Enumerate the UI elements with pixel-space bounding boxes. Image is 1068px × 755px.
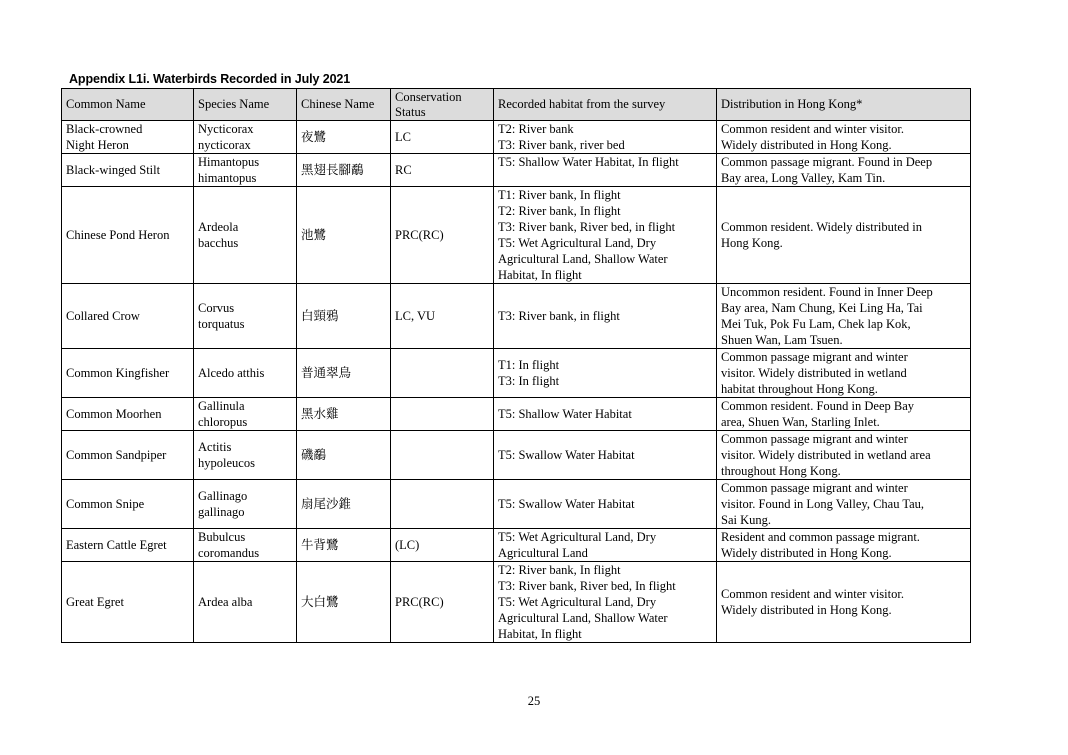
cell-line: Common resident and winter visitor. — [721, 587, 904, 601]
cell-line: nycticorax — [198, 138, 251, 152]
cell-line: area, Shuen Wan, Starling Inlet. — [721, 415, 880, 429]
species-name-cell — [194, 562, 297, 643]
common-name-cell — [62, 480, 194, 529]
cell-line: Common passage migrant and winter — [721, 481, 908, 495]
common-name-cell — [62, 431, 194, 480]
common-name-cell — [62, 529, 194, 562]
cell-line: coromandus — [198, 546, 260, 560]
table-row — [62, 398, 971, 431]
cell-line: Collared Crow — [66, 309, 140, 323]
distribution-cell — [717, 284, 971, 349]
cell-line: Chinese Pond Heron — [66, 228, 170, 242]
recorded-habitat-cell — [494, 187, 717, 284]
cell-line: hypoleucos — [198, 456, 255, 470]
cell-line: Common passage migrant. Found in Deep — [721, 155, 933, 169]
table-row — [62, 154, 971, 187]
cell-line: Actitis — [198, 440, 232, 454]
cell-line: Mei Tuk, Pok Fu Lam, Chek lap Kok, — [721, 317, 911, 331]
distribution-cell — [717, 398, 971, 431]
species-name-cell — [194, 349, 297, 398]
chinese-name-cell: 池鷺 — [297, 187, 391, 284]
cell-line: Agricultural Land, Shallow Water — [498, 611, 668, 625]
conservation-status-cell: PRC(RC) — [391, 187, 494, 284]
cell-line: Himantopus — [198, 155, 260, 169]
conservation-status-cell: LC, VU — [391, 284, 494, 349]
conservation-status-cell: LC — [391, 121, 494, 154]
recorded-habitat-cell — [494, 121, 717, 154]
distribution-cell — [717, 154, 971, 187]
distribution-cell — [717, 431, 971, 480]
cell-line: Common Kingfisher — [66, 366, 170, 380]
table-row — [62, 529, 971, 562]
cell-line: Night Heron — [66, 138, 129, 152]
table-row — [62, 562, 971, 643]
cell-line: visitor. Found in Long Valley, Chau Tau, — [721, 497, 925, 511]
table-row — [62, 349, 971, 398]
common-name-cell — [62, 284, 194, 349]
common-name-cell — [62, 398, 194, 431]
species-name-cell — [194, 480, 297, 529]
cell-line: T2: River bank, In flight — [498, 204, 621, 218]
cell-line: gallinago — [198, 505, 245, 519]
header-distribution: Distribution in Hong Kong* — [717, 89, 971, 121]
recorded-habitat-cell — [494, 398, 717, 431]
cell-line: T3: River bank, River bed, in flight — [498, 220, 676, 234]
cell-line: Bubulcus — [198, 530, 246, 544]
conservation-status-cell — [391, 431, 494, 480]
distribution-cell — [717, 529, 971, 562]
page-number: 25 — [527, 694, 541, 708]
cell-line: Common passage migrant and winter — [721, 350, 908, 364]
cell-line: T5: Swallow Water Habitat — [498, 448, 635, 462]
table-row — [62, 431, 971, 480]
cell-line: torquatus — [198, 317, 245, 331]
cell-line: Common Snipe — [66, 497, 145, 511]
cell-line: throughout Hong Kong. — [721, 464, 841, 478]
species-name-cell — [194, 431, 297, 480]
chinese-name-cell: 扇尾沙錐 — [297, 480, 391, 529]
species-name-cell — [194, 398, 297, 431]
cell-line: Gallinula — [198, 399, 245, 413]
species-name-cell — [194, 284, 297, 349]
cell-line: Bay area, Long Valley, Kam Tin. — [721, 171, 886, 185]
cell-line: T5: Wet Agricultural Land, Dry — [498, 530, 657, 544]
cell-line: Widely distributed in Hong Kong. — [721, 603, 892, 617]
cell-line — [498, 170, 712, 186]
cell-line: Ardea alba — [198, 595, 253, 609]
cell-line: T3: River bank, in flight — [498, 309, 620, 323]
conservation-status-cell: PRC(RC) — [391, 562, 494, 643]
cell-line: Habitat, In flight — [498, 268, 582, 282]
cell-line: Resident and common passage migrant. — [721, 530, 920, 544]
cell-line: Hong Kong. — [721, 236, 783, 250]
recorded-habitat-cell — [494, 562, 717, 643]
distribution-cell — [717, 480, 971, 529]
chinese-name-cell: 夜鷺 — [297, 121, 391, 154]
cell-line: Sai Kung. — [721, 513, 771, 527]
appendix-title: Appendix L1i. Waterbirds Recorded in July 2021 — [69, 72, 351, 86]
recorded-habitat-cell — [494, 431, 717, 480]
common-name-cell — [62, 187, 194, 284]
cell-line: T5: Shallow Water Habitat, In flight — [498, 155, 679, 169]
recorded-habitat-cell — [494, 349, 717, 398]
cell-line: Habitat, In flight — [498, 627, 582, 641]
cell-line: T3: River bank, River bed, In flight — [498, 579, 676, 593]
cell-line: Uncommon resident. Found in Inner Deep — [721, 285, 933, 299]
cell-line: Widely distributed in Hong Kong. — [721, 138, 892, 152]
conservation-status-cell — [391, 398, 494, 431]
cell-line: T5: Wet Agricultural Land, Dry — [498, 595, 657, 609]
cell-line: T5: Shallow Water Habitat — [498, 407, 632, 421]
cell-line: Ardeola — [198, 220, 239, 234]
recorded-habitat-cell — [494, 154, 717, 187]
table-row — [62, 121, 971, 154]
cell-line: T2: River bank — [498, 122, 574, 136]
cell-line: Widely distributed in Hong Kong. — [721, 546, 892, 560]
cell-line: T1: In flight — [498, 358, 560, 372]
common-name-cell — [62, 562, 194, 643]
header-recorded-habitat: Recorded habitat from the survey — [494, 89, 717, 121]
recorded-habitat-cell — [494, 284, 717, 349]
cell-line: visitor. Widely distributed in wetland — [721, 366, 907, 380]
cell-line: Gallinago — [198, 489, 248, 503]
species-name-cell — [194, 121, 297, 154]
cell-line: T1: River bank, In flight — [498, 188, 621, 202]
cell-line: bacchus — [198, 236, 239, 250]
table-body — [62, 121, 971, 643]
cell-line: himantopus — [198, 171, 257, 185]
cell-line: Shuen Wan, Lam Tsuen. — [721, 333, 843, 347]
cell-line: Common resident and winter visitor. — [721, 122, 904, 136]
cell-line: Eastern Cattle Egret — [66, 538, 167, 552]
cell-line: Great Egret — [66, 595, 124, 609]
cell-line: Common resident. Widely distributed in — [721, 220, 922, 234]
table-row — [62, 480, 971, 529]
cell-line: T3: In flight — [498, 374, 560, 388]
species-name-cell — [194, 529, 297, 562]
table-row — [62, 187, 971, 284]
cell-line: Common resident. Found in Deep Bay — [721, 399, 915, 413]
cell-line: Black-crowned — [66, 122, 143, 136]
header-conservation-status: Conservation Status — [391, 89, 494, 121]
header-species-name: Species Name — [194, 89, 297, 121]
common-name-cell — [62, 121, 194, 154]
cell-line: Common passage migrant and winter — [721, 432, 908, 446]
cell-line: chloropus — [198, 415, 248, 429]
cell-line: habitat throughout Hong Kong. — [721, 382, 878, 396]
table-row — [62, 284, 971, 349]
cell-line: T5: Swallow Water Habitat — [498, 497, 635, 511]
chinese-name-cell: 黑水雞 — [297, 398, 391, 431]
chinese-name-cell: 磯鷸 — [297, 431, 391, 480]
cell-line: Corvus — [198, 301, 235, 315]
cell-line: Agricultural Land — [498, 546, 588, 560]
table-header-row — [62, 89, 971, 121]
chinese-name-cell: 牛背鷺 — [297, 529, 391, 562]
species-name-cell — [194, 154, 297, 187]
cell-line: Alcedo atthis — [198, 366, 265, 380]
conservation-status-cell — [391, 349, 494, 398]
cell-line: visitor. Widely distributed in wetland area — [721, 448, 931, 462]
chinese-name-cell: 黑翅長腳鷸 — [297, 154, 391, 187]
conservation-status-cell: (LC) — [391, 529, 494, 562]
distribution-cell — [717, 187, 971, 284]
cell-line: T2: River bank, In flight — [498, 563, 621, 577]
waterbirds-table — [61, 88, 971, 643]
cell-line: Agricultural Land, Shallow Water — [498, 252, 668, 266]
common-name-cell — [62, 154, 194, 187]
species-name-cell — [194, 187, 297, 284]
common-name-cell — [62, 349, 194, 398]
cell-line: Common Moorhen — [66, 407, 162, 421]
chinese-name-cell: 普通翠鳥 — [297, 349, 391, 398]
recorded-habitat-cell — [494, 529, 717, 562]
cell-line: Common Sandpiper — [66, 448, 167, 462]
recorded-habitat-cell — [494, 480, 717, 529]
chinese-name-cell: 白頸鴉 — [297, 284, 391, 349]
cell-line: T3: River bank, river bed — [498, 138, 625, 152]
conservation-status-cell: RC — [391, 154, 494, 187]
distribution-cell — [717, 562, 971, 643]
cell-line: T5: Wet Agricultural Land, Dry — [498, 236, 657, 250]
cell-line: Black-winged Stilt — [66, 163, 161, 177]
distribution-cell — [717, 121, 971, 154]
distribution-cell — [717, 349, 971, 398]
conservation-status-cell — [391, 480, 494, 529]
header-chinese-name: Chinese Name — [297, 89, 391, 121]
cell-line: Nycticorax — [198, 122, 254, 136]
chinese-name-cell: 大白鷺 — [297, 562, 391, 643]
header-common-name: Common Name — [62, 89, 194, 121]
cell-line: Bay area, Nam Chung, Kei Ling Ha, Tai — [721, 301, 923, 315]
